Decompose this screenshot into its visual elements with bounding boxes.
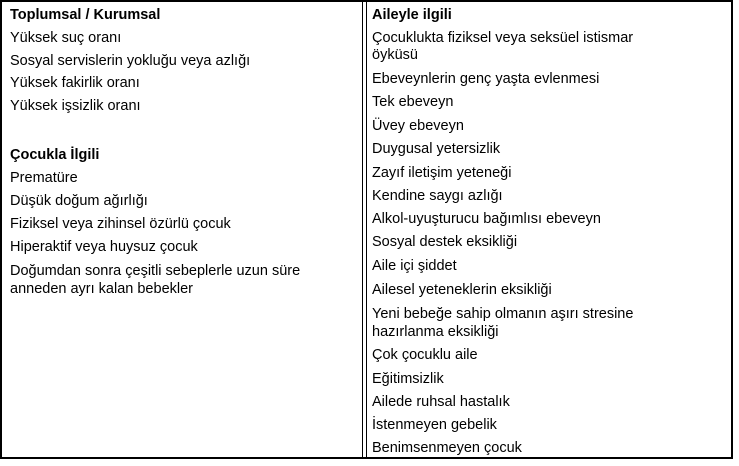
list-item: Sosyal destek eksikliği bbox=[372, 234, 518, 250]
list-item: Ailesel yeteneklerin eksikliği bbox=[372, 282, 552, 298]
list-item: Duygusal yetersizlik bbox=[372, 141, 501, 157]
list-item: Yüksek işsizlik oranı bbox=[10, 98, 141, 114]
list-item-continued: anneden ayrı kalan bebekler bbox=[10, 281, 193, 297]
list-item: İstenmeyen gebelik bbox=[372, 417, 497, 433]
column-divider bbox=[362, 0, 367, 459]
list-item: Benimsenmeyen çocuk bbox=[372, 440, 522, 456]
list-item: Doğumdan sonra çeşitli sebeplerle uzun süre bbox=[10, 263, 301, 279]
list-item: Fiziksel veya zihinsel özürlü çocuk bbox=[10, 216, 231, 232]
list-item: Kendine saygı azlığı bbox=[372, 188, 503, 204]
section-heading-societal: Toplumsal / Kurumsal bbox=[10, 7, 161, 23]
section-heading-family: Aileyle ilgili bbox=[372, 7, 452, 23]
list-item: Yüksek fakirlik oranı bbox=[10, 75, 140, 91]
list-item: Ailede ruhsal hastalık bbox=[372, 394, 510, 410]
list-item: Üvey ebeveyn bbox=[372, 118, 464, 134]
list-item: Yüksek suç oranı bbox=[10, 30, 122, 46]
list-item-continued: öyküsü bbox=[372, 47, 418, 63]
section-heading-child: Çocukla İlgili bbox=[10, 147, 100, 163]
list-item: Hiperaktif veya huysuz çocuk bbox=[10, 239, 198, 255]
list-item: Yeni bebeğe sahip olmanın aşırı stresine bbox=[372, 306, 634, 322]
list-item: Aile içi şiddet bbox=[372, 258, 457, 274]
list-item: Ebeveynlerin genç yaşta evlenmesi bbox=[372, 71, 600, 87]
list-item: Eğitimsizlik bbox=[372, 371, 444, 387]
list-item: Prematüre bbox=[10, 170, 78, 186]
list-item-continued: hazırlanma eksikliği bbox=[372, 324, 499, 340]
list-item: Çocuklukta fiziksel veya seksüel istismar bbox=[372, 30, 634, 46]
list-item: Çok çocuklu aile bbox=[372, 347, 478, 363]
list-item: Düşük doğum ağırlığı bbox=[10, 193, 148, 209]
list-item: Tek ebeveyn bbox=[372, 94, 454, 110]
list-item: Alkol-uyuşturucu bağımlısı ebeveyn bbox=[372, 211, 601, 227]
list-item: Sosyal servislerin yokluğu veya azlığı bbox=[10, 53, 251, 69]
list-item: Zayıf iletişim yeteneği bbox=[372, 165, 512, 181]
